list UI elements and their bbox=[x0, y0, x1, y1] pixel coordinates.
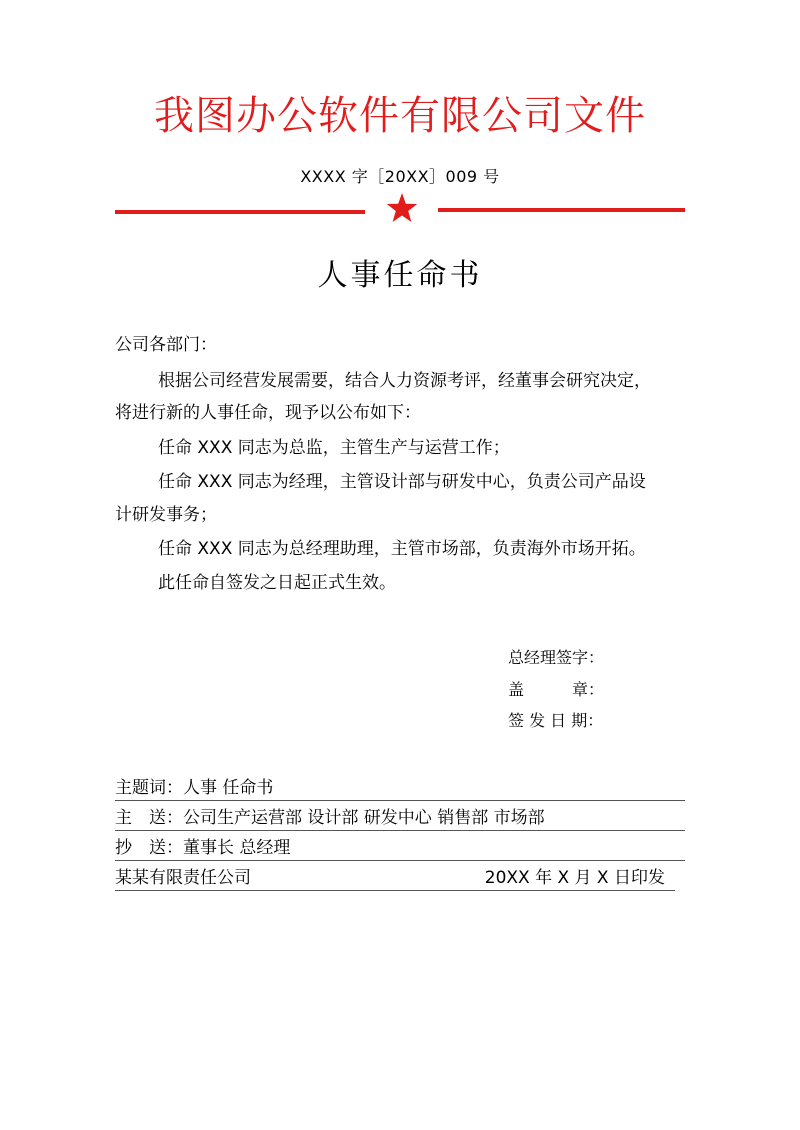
red-divider-right bbox=[438, 208, 685, 212]
org-header-title: 我图办公软件有限公司文件 bbox=[154, 93, 646, 139]
document-number: XXXX 字［20XX］009 号 bbox=[300, 167, 500, 186]
seal-label: 盖 章： bbox=[508, 680, 605, 699]
footer-to-row bbox=[115, 806, 685, 831]
cc-value: 董事长 总经理 bbox=[183, 838, 291, 858]
red-divider-left bbox=[115, 210, 365, 214]
subject-value: 人事 任命书 bbox=[183, 778, 274, 798]
appointment-item: 任命 XXX 同志为总经理助理，主管市场部，负责海外市场开拓。 bbox=[158, 539, 646, 559]
appointment-item-continued: 计研发事务； bbox=[115, 505, 217, 525]
paragraph-line: 根据公司经营发展需要，结合人力资源考评，经董事会研究决定， bbox=[158, 371, 651, 391]
subject-label: 主题词： bbox=[115, 778, 183, 798]
appointment-item: 任命 XXX 同志为总监，主管生产与运营工作； bbox=[158, 438, 510, 458]
issue-date-label: 签 发 日 期： bbox=[508, 711, 604, 730]
footer-cc-row bbox=[115, 836, 685, 861]
print-date: 20XX 年 X 月 X 日印发 bbox=[484, 868, 665, 888]
star-icon bbox=[386, 192, 418, 224]
to-value: 公司生产运营部 设计部 研发中心 销售部 市场部 bbox=[183, 808, 545, 828]
paragraph-line: 将进行新的人事任命，现予以公布如下： bbox=[115, 403, 421, 423]
document-title: 人事任命书 bbox=[317, 258, 483, 293]
salutation: 公司各部门： bbox=[115, 335, 217, 355]
issuer-name: 某某有限责任公司 bbox=[115, 868, 251, 888]
cc-label: 抄 送： bbox=[115, 838, 183, 858]
footer-issuer-row bbox=[115, 866, 675, 891]
gm-signature-label: 总经理签字： bbox=[508, 648, 605, 667]
appointment-item: 任命 XXX 同志为经理，主管设计部与研发中心，负责公司产品设 bbox=[158, 472, 646, 492]
footer-subject-row bbox=[115, 776, 685, 801]
to-label: 主 送： bbox=[115, 808, 183, 828]
effective-statement: 此任命自签发之日起正式生效。 bbox=[158, 573, 396, 593]
